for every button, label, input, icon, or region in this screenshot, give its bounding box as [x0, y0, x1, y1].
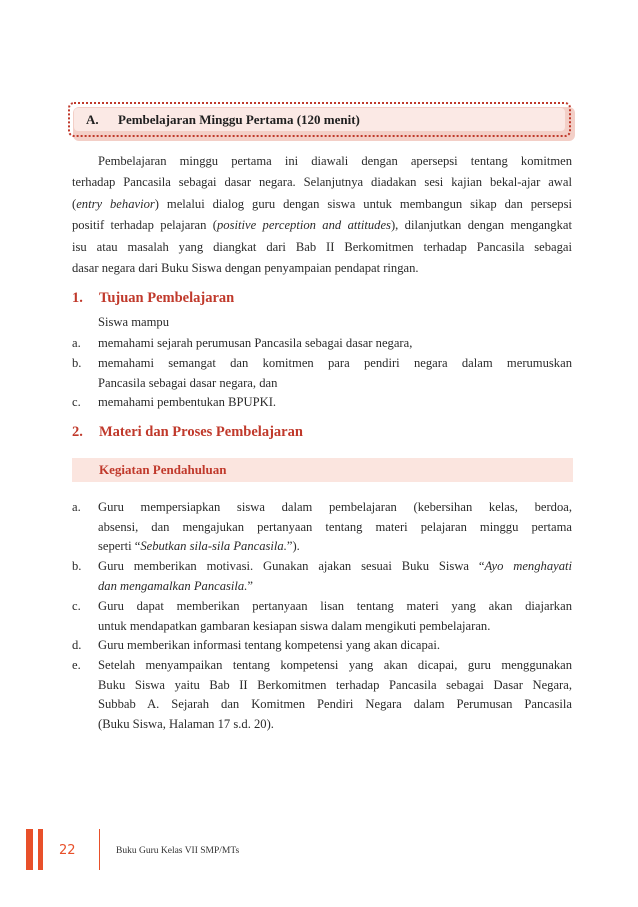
list-marker: c. — [72, 599, 81, 613]
italic-term: entry behavior — [76, 196, 155, 211]
heading-text: Tujuan Pembelajaran — [99, 290, 235, 306]
heading-number: 1. — [72, 290, 83, 306]
list-marker: d. — [72, 638, 82, 652]
list-marker: b. — [72, 559, 82, 573]
kegiatan-pendahuluan-label: Kegiatan Pendahuluan — [99, 462, 227, 477]
paragraph-line: dasar negara dari Buku Siswa dengan penyampaian pendapat ringan. — [72, 261, 419, 276]
heading-number: 2. — [72, 424, 83, 440]
tujuan-intro: Siswa mampu — [98, 315, 170, 329]
section-title: Pembelajaran Minggu Pertama (120 menit) — [118, 112, 360, 127]
list-marker: a. — [72, 500, 81, 514]
intro-paragraph — [72, 151, 572, 279]
page: A. Pembelajaran Minggu Pertama (120 menit) Pembelajaran minggu pertama ini diawali dengan apersepsi tentang komitmen terhadap Pancasila sebagai dasar negara. Selanjutnya diadakan sesi kajian bekal-ajar awal (entry behavior) melalui dialog guru dengan siswa untuk membangun sikap dan persepsi positif terhadap pelajaran (positive perception and attitudes), dilanjutkan dengan mengangkat isu atau masalah yang diangkat dari Bab II Berkomitmen terhadap Pancasila sebagai dasar negara dari Buku Siswa dengan penyampaian pendapat ringan. 1. Tujuan Pembelajaran Siswa mampu a. memahami sejarah perumusan Pancasila sebagai dasar negara, b. memahami semangat dan komitmen para pendiri negara dalam merumuskan Pancasila sebagai dasar negara, dan c. memahami pembentukan BPUPKI. 2. Materi dan Proses Pembelajaran Kegiatan Pendahuluan a. Guru mempersiapkan siswa dalam pembelajaran (kebersihan kelas, berdoa, absensi, dan mengajukan pertanyaan tentang materi pelajaran minggu pertama seperti “Sebutkan sila-sila Pancasila.”). b. Guru memberikan motivasi. Gunakan ajakan sesuai Buku Siswa “Ayo menghayati dan mengamalkan Pancasila.” c. Guru dapat memberikan pertanyaan lisan tentang materi yang akan diajarkan untuk mendapatkan gambaran kesiapan siswa dalam mengikuti pembelajaran. d. Guru memberikan informasi tentang kompetensi yang akan dicapai. e. Setelah menyampaikan tentang kompetensi yang akan dicapai, guru menggunakan Buku Siswa yaitu Bab II Berkomitmen terhadap Pancasila sebagai Dasar Negara, Subbab A. Sejarah dan Komitmen Pendiri Negara dalam Perumusan Pancasila (Buku Siswa, Halaman 17 s.d. 20). 22 Buku Guru Kelas VII SMP/MTs — [0, 0, 638, 907]
italic-term: positive perception and attitudes — [217, 218, 391, 233]
paragraph-line: (entry behavior) melalui dialog guru dengan siswa untuk membangun sikap dan persepsi — [72, 196, 573, 211]
paragraph-line: positif terhadap pelajaran (positive perception and attitudes), dilanjutkan dengan mengangkat — [72, 218, 572, 233]
page-number: 22 — [59, 843, 76, 858]
list-marker: c. — [72, 395, 81, 409]
list-marker: b. — [72, 356, 82, 370]
paragraph-line: isu atau masalah yang diangkat dari Bab II Berkomitmen terhadap Pancasila sebagai — [72, 239, 572, 254]
heading-materi — [72, 424, 303, 441]
paragraph-line: Pembelajaran minggu pertama ini diawali dengan apersepsi tentang komitmen — [98, 154, 572, 168]
book-title: Buku Guru Kelas VII SMP/MTs — [116, 846, 240, 856]
footer-bar — [26, 829, 33, 870]
heading-text: Materi dan Proses Pembelajaran — [99, 424, 303, 440]
heading-tujuan — [72, 290, 234, 307]
paragraph-line: terhadap Pancasila sebagai dasar negara. Selanjutnya diadakan sesi kajian bekal-ajar awal — [72, 175, 572, 190]
list-marker: a. — [72, 336, 81, 350]
section-label: A. — [86, 112, 99, 127]
list-marker: e. — [72, 658, 81, 672]
